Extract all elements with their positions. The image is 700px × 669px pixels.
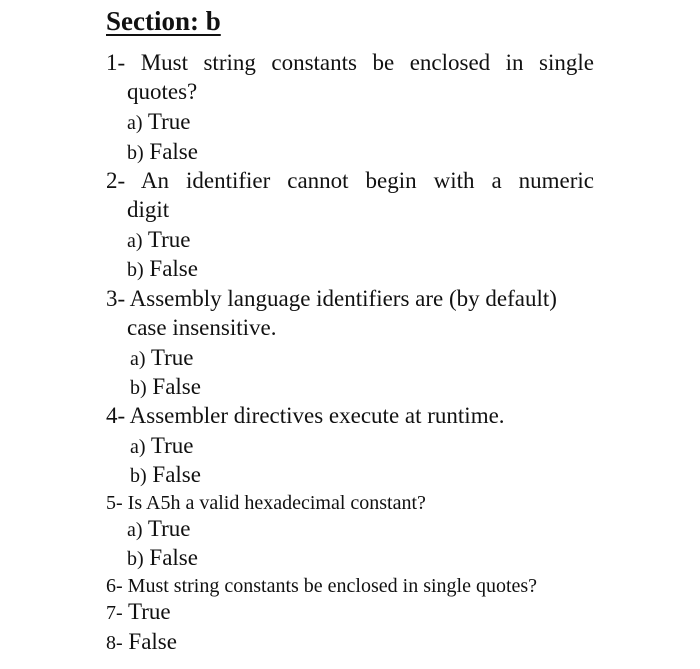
question-8 bbox=[106, 627, 177, 658]
question-3-line-1 bbox=[106, 284, 594, 313]
question-2-option-a: a) True bbox=[127, 227, 191, 252]
question-1-line-2: quotes? bbox=[127, 79, 198, 104]
question-5-number: 5- bbox=[106, 492, 123, 514]
section-title: Section: b bbox=[106, 6, 221, 36]
question-2 bbox=[106, 166, 594, 224]
question-5-option-a: a) True bbox=[127, 516, 191, 541]
question-4 bbox=[106, 401, 505, 430]
question-1 bbox=[106, 48, 594, 106]
question-3 bbox=[106, 284, 594, 342]
question-2-option-b: b) False bbox=[127, 256, 198, 281]
question-1-text: Must string constants be enclosed in single bbox=[140, 50, 594, 75]
question-6 bbox=[106, 572, 537, 601]
question-7-number: 7- bbox=[106, 602, 123, 624]
question-4-option-a: a) True bbox=[130, 433, 194, 458]
question-1-number: 1- bbox=[106, 50, 126, 75]
question-8-text: False bbox=[128, 629, 177, 654]
question-1-option-a: a) True bbox=[127, 109, 191, 134]
question-5-option-b: b) False bbox=[127, 545, 198, 570]
question-6-number: 6- bbox=[106, 575, 123, 597]
question-6-text: Must string constants be enclosed in single quotes? bbox=[127, 575, 538, 597]
question-2-line-1 bbox=[106, 166, 594, 195]
question-1-option-b: b) False bbox=[127, 139, 198, 164]
question-2-number: 2- bbox=[106, 168, 126, 193]
question-1-line-1 bbox=[106, 48, 594, 77]
question-7 bbox=[106, 597, 171, 628]
question-2-text: An identifier cannot begin with a numeric bbox=[140, 168, 594, 193]
question-3-text: Assembly language identifiers are (by default) bbox=[129, 286, 557, 311]
question-3-number: 3- bbox=[106, 286, 126, 311]
question-8-number: 8- bbox=[106, 632, 123, 654]
question-3-option-b: b) False bbox=[130, 374, 201, 399]
question-4-text: Assembler directives execute at runtime. bbox=[129, 403, 505, 428]
question-2-line-2: digit bbox=[127, 197, 170, 222]
question-5-text: Is A5h a valid hexadecimal constant? bbox=[127, 492, 426, 514]
question-3-line-2: case insensitive. bbox=[127, 315, 277, 340]
question-7-text: True bbox=[128, 599, 171, 624]
question-3-option-a: a) True bbox=[130, 345, 194, 370]
question-4-number: 4- bbox=[106, 403, 126, 428]
question-4-option-b: b) False bbox=[130, 462, 201, 487]
